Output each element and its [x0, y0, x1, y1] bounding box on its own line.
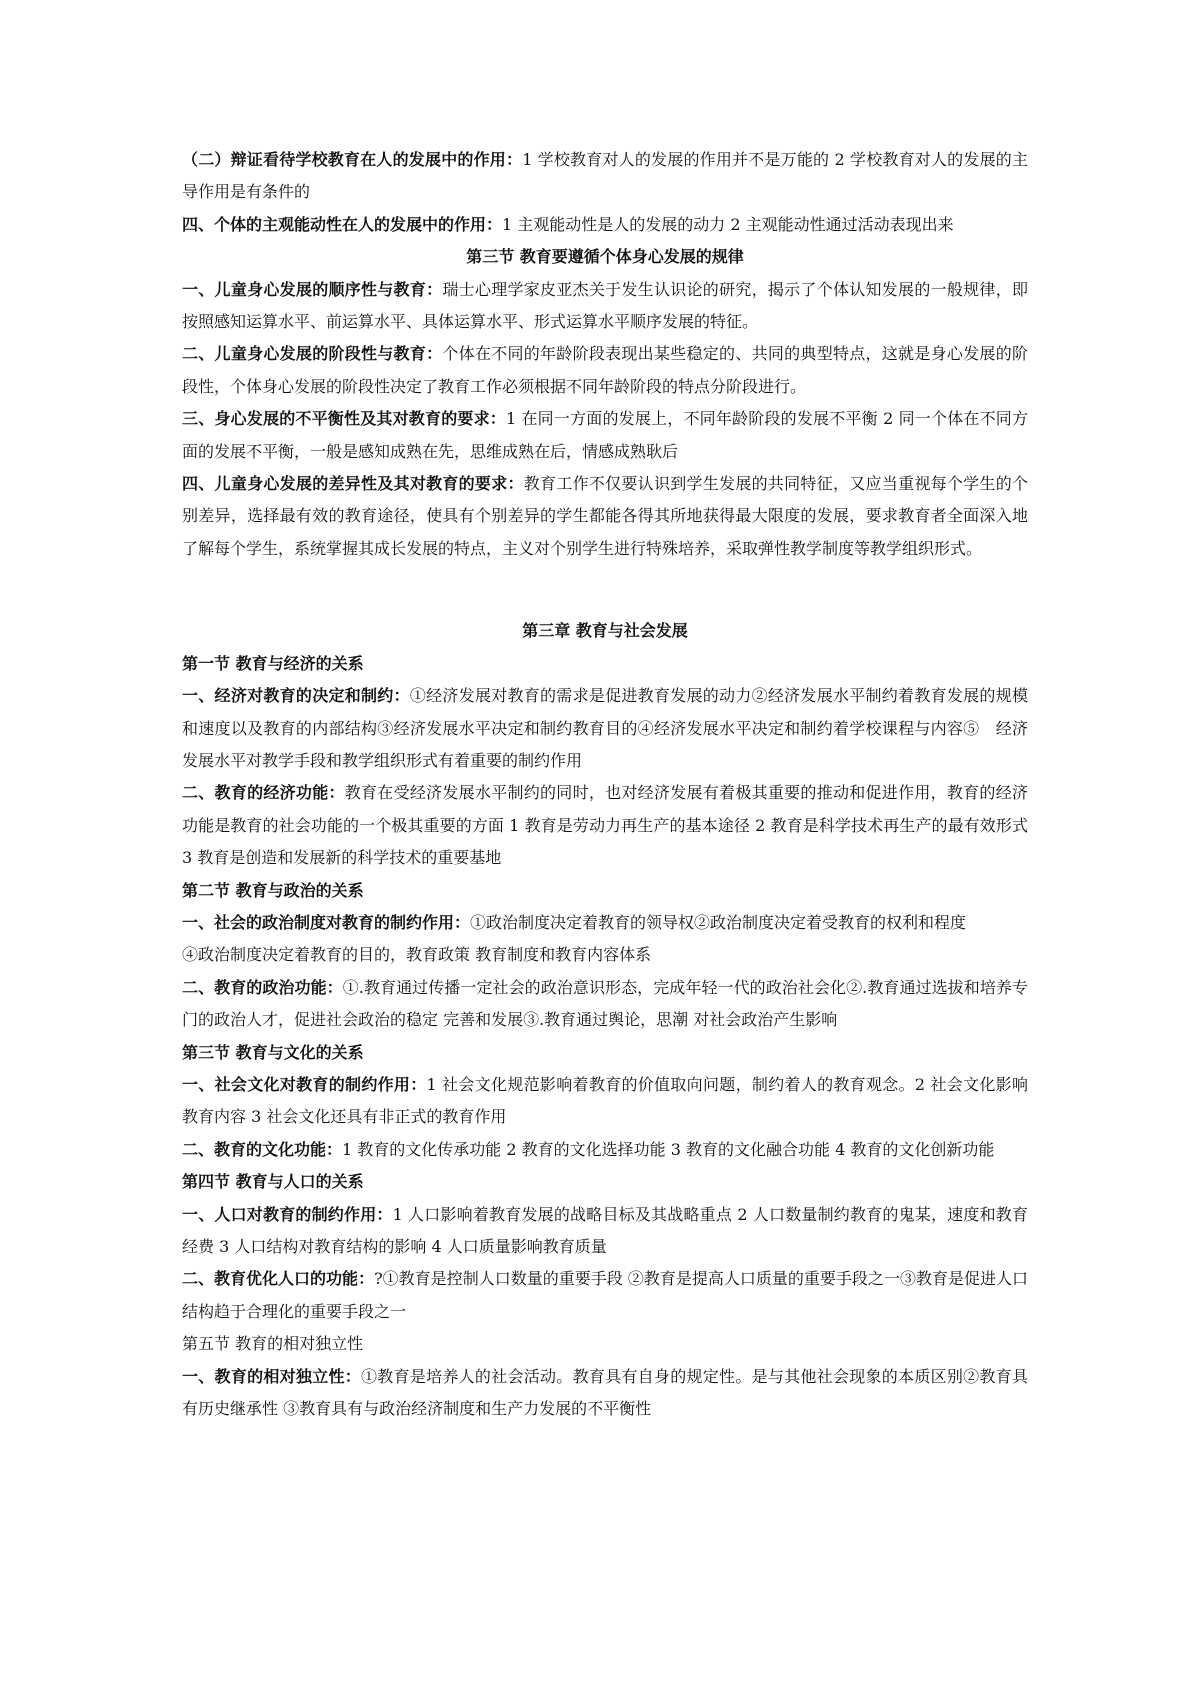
- paragraph: [182, 907, 1028, 939]
- paragraph-label: 二、教育优化人口的功能：: [182, 1269, 375, 1289]
- paragraph: [182, 468, 1028, 565]
- chapter-title: 第三章 教育与社会发展: [522, 621, 688, 641]
- paragraph-label: 二、教育的政治功能：: [182, 977, 343, 997]
- paragraph-text: 1 社会文化规范影响着教育的价值取向问题，制约着人的教育观念。2 社会文化影响教育内容 3 社会文化还具有非正式的教育作用: [182, 1074, 1028, 1127]
- paragraph-text: ①经济发展对教育的需求是促进教育发展的动力②经济发展水平制约着教育发展的规模和速度以及教育的内部结构③经济发展水平决定和制约教育目的④经济发展水平决定和制约着学校课程与内容⑤ 经济发展水平对教学手段和教学组织形式有着重要的制约作用: [182, 686, 1028, 770]
- paragraph-label: 一、社会文化对教育的制约作用：: [182, 1074, 427, 1094]
- paragraph: [182, 403, 1028, 468]
- paragraph-text: 个体在不同的年龄阶段表现出某些稳定的、共同的典型特点，这就是身心发展的阶段性，个体身心发展的阶段性决定了教育工作必须根据不同年龄阶段的特点分阶段进行。: [182, 344, 1028, 396]
- paragraph: [182, 1361, 1028, 1426]
- paragraph: [182, 939, 1028, 971]
- paragraph-text: ①教育是培养人的社会活动。教育具有自身的规定性。是与其他社会现象的本质区别②教育具有历史继承性 ③教育具有与政治经济制度和生产力发展的不平衡性: [182, 1366, 1028, 1419]
- paragraph: [182, 1069, 1028, 1134]
- paragraph-text: 1 在同一方面的发展上，不同年龄阶段的发展不平衡 2 同一个体在不同方面的发展不平衡，一般是感知成熟在先，思维成熟在后，情感成熟耿后: [182, 409, 1028, 461]
- section-title: 第三节 教育要遵循个体身心发展的规律: [466, 247, 744, 267]
- section-heading: 第三节 教育与文化的关系: [182, 1042, 364, 1062]
- paragraph: [182, 144, 1028, 209]
- paragraph-label: 一、经济对教育的决定和制约：: [182, 686, 410, 706]
- paragraph-text: 1 学校教育对人的发展的作用并不是万能的 2 学校教育对人的发展的主导作用是有条件的: [182, 150, 1028, 202]
- paragraph-label: 二、教育的经济功能：: [182, 783, 345, 803]
- paragraph: [182, 680, 1028, 777]
- paragraph-text: 1 人口影响着教育发展的战略目标及其战略重点 2 人口数量制约教育的鬼某，速度和教育经费 3 人口结构对教育结构的影响 4 人口质量影响教育质量: [182, 1204, 1028, 1256]
- paragraph-text: ①政治制度决定着教育的领导权②政治制度决定着受教育的权利和程度: [470, 912, 967, 932]
- section-heading: 第一节 教育与经济的关系: [182, 653, 364, 673]
- paragraph-text: 1 教育的文化传承功能 2 教育的文化选择功能 3 教育的文化融合功能 4 教育的文化创新功能: [342, 1139, 995, 1159]
- paragraph-text: ④政治制度决定着教育的目的，教育政策 教育制度和教育内容体系: [182, 945, 652, 965]
- paragraph: [182, 972, 1028, 1037]
- paragraph-label: 一、人口对教育的制约作用：: [182, 1204, 393, 1224]
- paragraph-label: 一、儿童身心发展的顺序性与教育：: [182, 279, 443, 299]
- paragraph-text: ①.教育通过传播一定社会的政治意识形态，完成年轻一代的政治社会化②.教育通过选拔和培养专门的政治人才，促进社会政治的稳定 完善和发展③.教育通过舆论，思潮 对社会政治产生影响: [182, 977, 1028, 1030]
- paragraph-label: 一、社会的政治制度对教育的制约作用：: [182, 912, 471, 932]
- spacer: [182, 565, 1028, 615]
- paragraph-text: 教育工作不仅要认识到学生发展的共同特征，又应当重视每个学生的个别差异，选择最有效的教育途径，使具有个别差异的学生都能各得其所地获得最大限度的发展，要求教育者全面深入地了解每个学生，系统掌握其成长发展的特点，主义对个别学生进行特殊培养，采取弹性教学制度等教学组织形式。: [182, 474, 1028, 558]
- paragraph-text: 瑞士心理学家皮亚杰关于发生认识论的研究，揭示了个体认知发展的一般规律，即按照感知运算水平、前运算水平、具体运算水平、形式运算水平顺序发展的特征。: [182, 279, 1028, 332]
- paragraph: [182, 777, 1028, 874]
- document-page: [182, 144, 1028, 1425]
- paragraph-label: 四、儿童身心发展的差异性及其对教育的要求：: [182, 474, 524, 494]
- paragraph: [182, 1263, 1028, 1328]
- paragraph-label: 一、教育的相对独立性：: [182, 1366, 362, 1386]
- paragraph: [182, 338, 1028, 403]
- paragraph-label: （二）辩证看待学校教育在人的发展中的作用：: [182, 150, 523, 169]
- paragraph: [182, 274, 1028, 339]
- paragraph-label: 二、教育的文化功能：: [182, 1139, 343, 1159]
- paragraph-label: 二、儿童身心发展的阶段性与教育：: [182, 344, 443, 364]
- paragraph-label: 四、个体的主观能动性在人的发展中的作用：: [182, 214, 503, 234]
- paragraph: [182, 1199, 1028, 1264]
- paragraph: [182, 209, 1028, 241]
- paragraph: [182, 1134, 1028, 1166]
- paragraph-label: 三、身心发展的不平衡性及其对教育的要求：: [182, 409, 506, 429]
- section-heading: 第四节 教育与人口的关系: [182, 1172, 364, 1192]
- section-heading: 第五节 教育的相对独立性: [182, 1334, 364, 1354]
- paragraph-text: 教育在受经济发展水平制约的同时，也对经济发展有着极其重要的推动和促进作用，教育的经济功能是教育的社会功能的一个极其重要的方面 1 教育是劳动力再生产的基本途径 2 教育是科学技术再生产的最有效形式 3 教育是创造和发展新的科学技术的重要基地: [182, 783, 1028, 868]
- section-heading: 第二节 教育与政治的关系: [182, 880, 364, 900]
- paragraph-text: 1 主观能动性是人的发展的动力 2 主观能动性通过活动表现出来: [502, 214, 954, 234]
- paragraph-text: ?①教育是控制人口数量的重要手段 ②教育是提高人口质量的重要手段之一③教育是促进人口结构趋于合理化的重要手段之一: [182, 1269, 1028, 1321]
